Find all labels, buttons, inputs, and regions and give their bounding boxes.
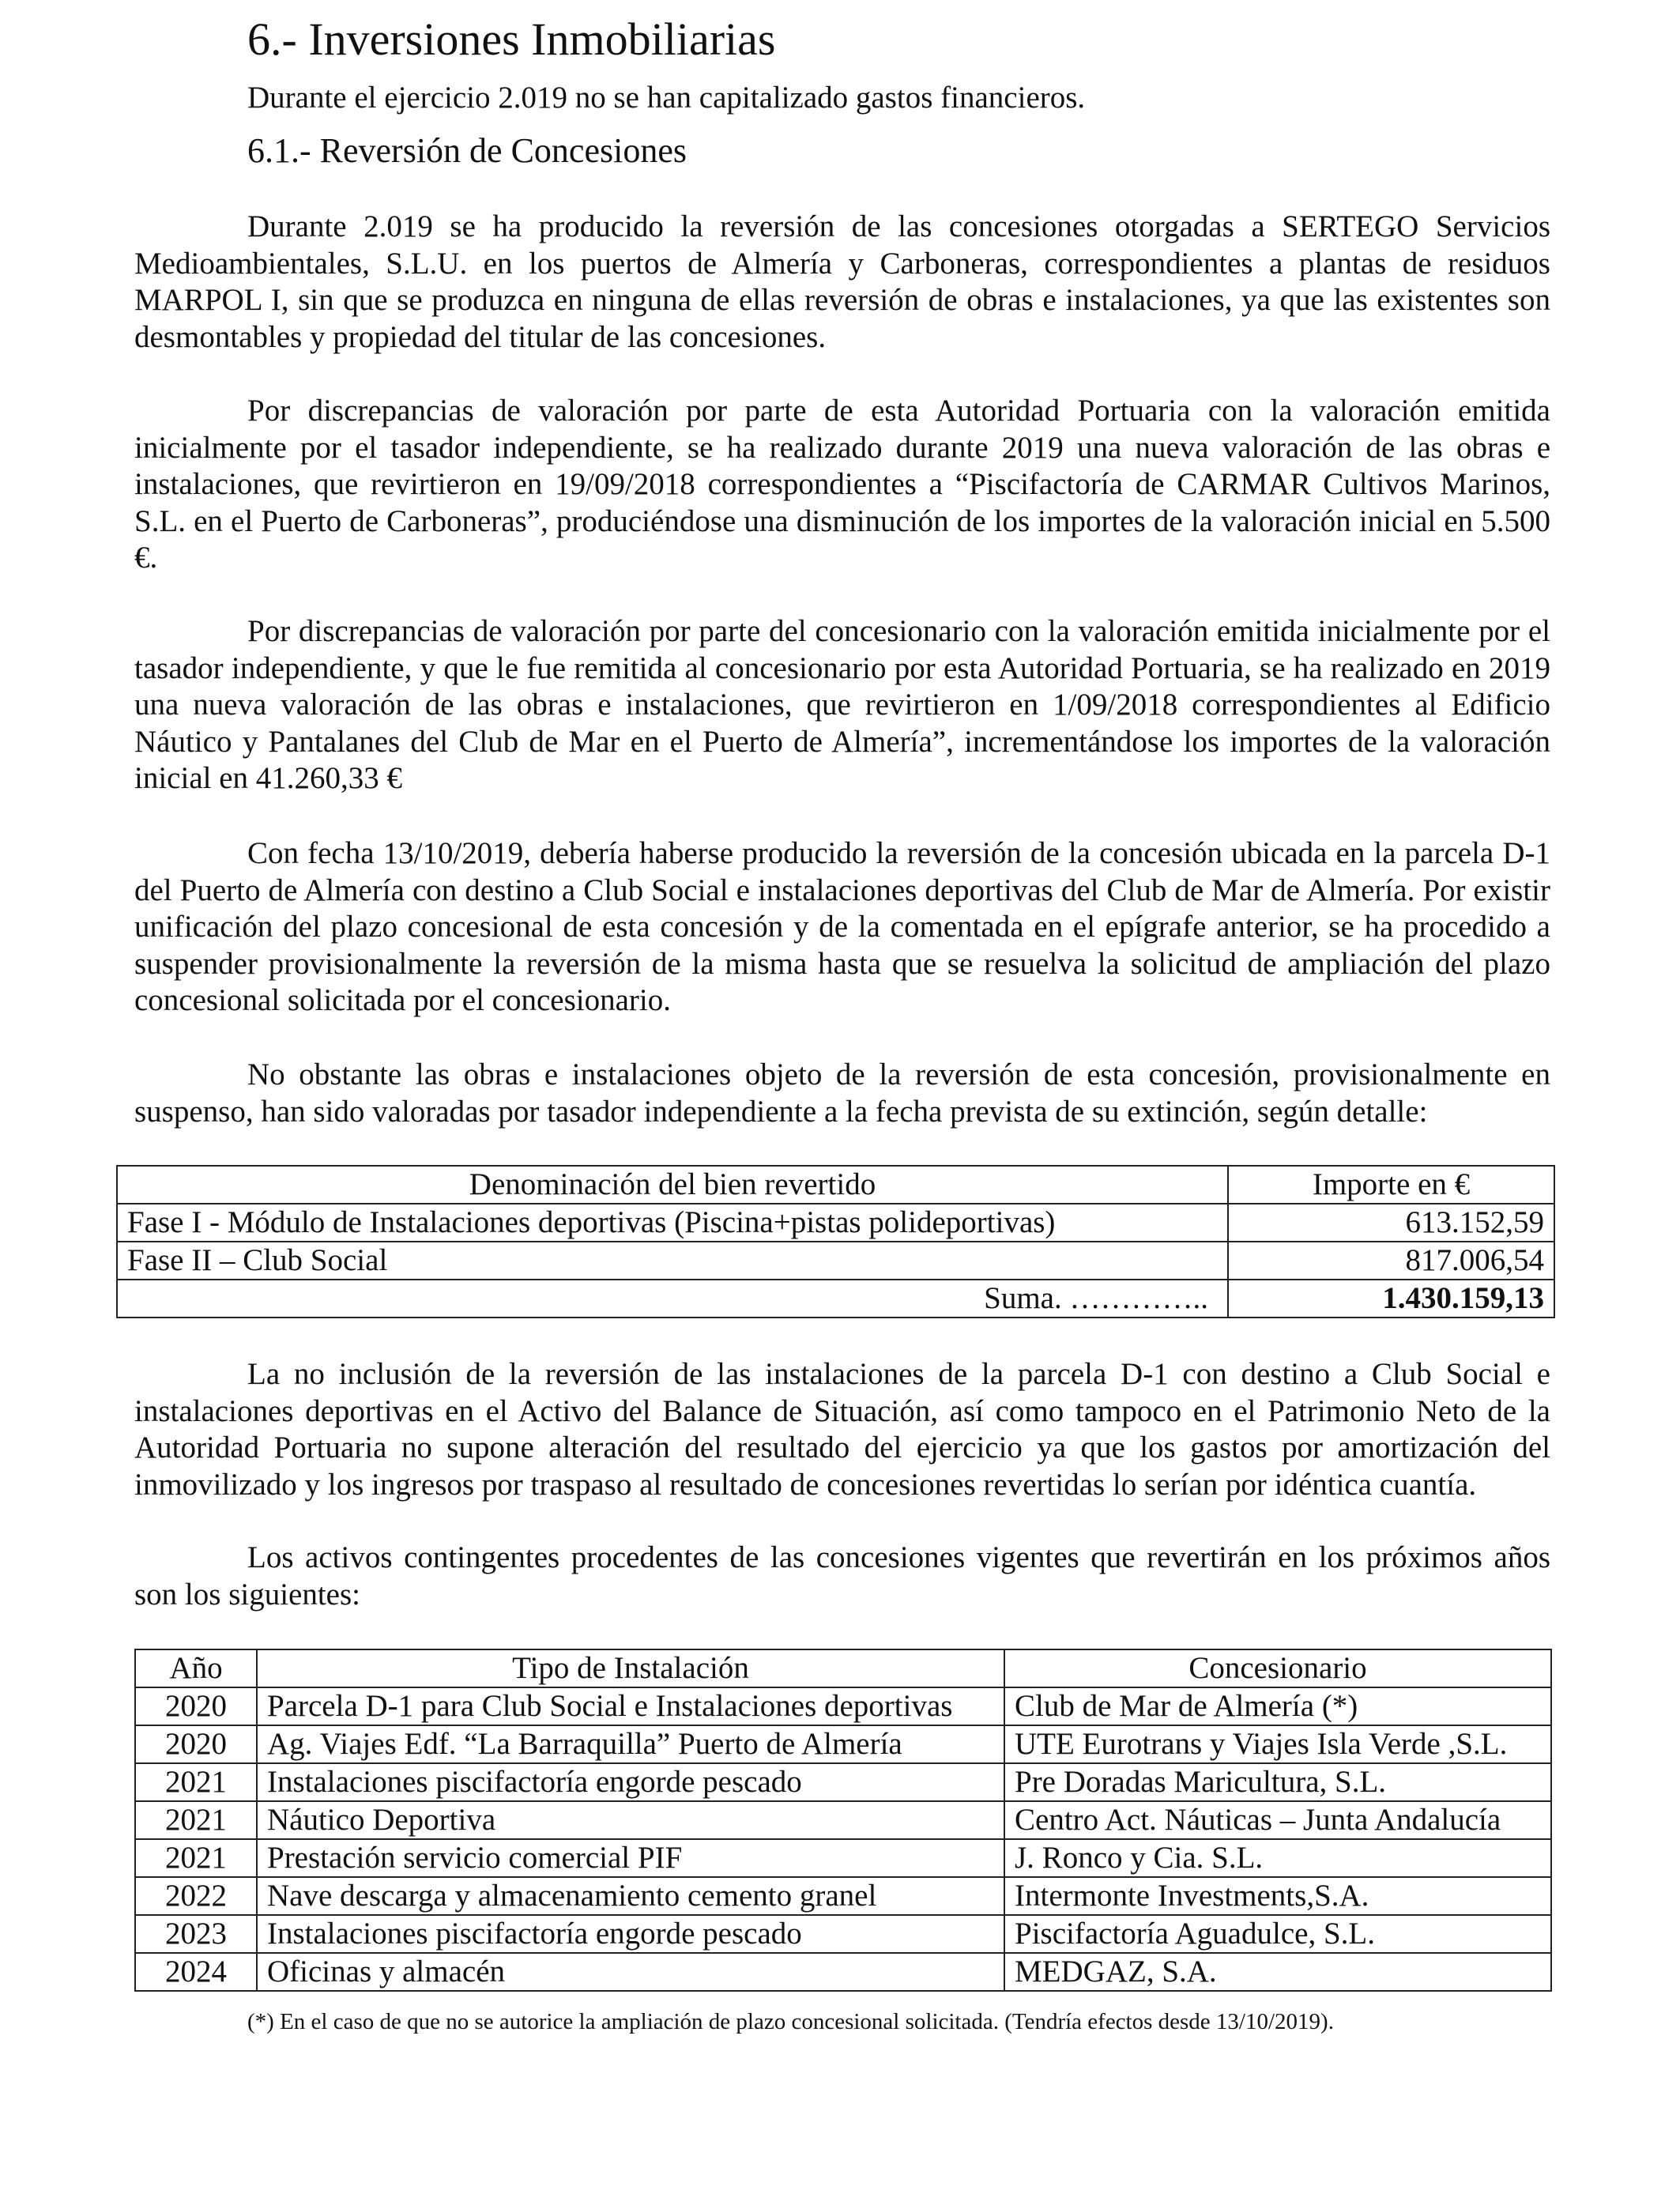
concessions-table	[134, 1649, 1552, 1992]
column-header: Tipo de Instalación	[257, 1649, 1004, 1687]
column-header: Concesionario	[1004, 1649, 1551, 1687]
sum-value: 1.430.159,13	[1228, 1280, 1554, 1318]
valuation-table	[116, 1165, 1555, 1318]
paragraph-sertego: Durante 2.019 se ha producido la reversión de las concesiones otorgadas a SERTEGO Servicios Medioambientales, S.L.U. en los puertos de Almería y Carboneras, correspondientes a plantas de residuos MARPOL I, sin que se produzca en ninguna de ellas reversión de obras e instalaciones, ya que las existentes son desmontables y propiedad del titular de las concesiones.	[134, 209, 1550, 354]
table-cell: Fase II – Club Social	[117, 1242, 1228, 1280]
table-cell: Náutico Deportiva	[257, 1801, 1004, 1839]
subsection-title: 6.1.- Reversión de Concesiones	[247, 131, 687, 170]
column-header: Año	[135, 1649, 257, 1687]
table-cell: Parcela D-1 para Club Social e Instalaciones deportivas	[257, 1687, 1004, 1725]
sum-label: Suma. …………..	[117, 1280, 1228, 1318]
table-cell: 2020	[135, 1687, 257, 1725]
table-cell: Oficinas y almacén	[257, 1953, 1004, 1991]
table-cell: Piscifactoría Aguadulce, S.L.	[1004, 1915, 1551, 1953]
table-cell: Ag. Viajes Edf. “La Barraquilla” Puerto de Almería	[257, 1725, 1004, 1763]
table-cell: 613.152,59	[1228, 1204, 1554, 1242]
paragraph-club-de-mar: Por discrepancias de valoración por parte del concesionario con la valoración emitida inicialmente por el tasador independiente, y que le fue remitida al concesionario por esta Autoridad Portuaria, se ha realizado en 2019 una nueva valoración de las obras e instalaciones, que revirtieron en 1/09/2018 correspondientes al Edificio Náutico y Pantalanes del Club de Mar en el Puerto de Almería”, incrementándose los importes de la valoración inicial en 41.260,33 €	[134, 614, 1550, 795]
column-header: Importe en €	[1228, 1166, 1554, 1204]
paragraph-parcela-d1: Con fecha 13/10/2019, debería haberse producido la reversión de la concesión ubicada en la parcela D-1 del Puerto de Almería con destino a Club Social e instalaciones deportivas del Club de Mar de Almería. Por existir unificación del plazo concesional de esta concesión y de la comentada en el epígrafe anterior, se ha procedido a suspender provisionalmente la reversión de la misma hasta que se resuelva la solicitud de ampliación del plazo concesional solicitada por el concesionario.	[134, 836, 1550, 1017]
table-header-row	[117, 1166, 1554, 1204]
paragraph-carmar: Por discrepancias de valoración por parte de esta Autoridad Portuaria con la valoración emitida inicialmente por el tasador independiente, se ha realizado durante 2019 una nueva valoración de las obras e instalaciones, que revirtieron en 19/09/2018 correspondientes a “Piscifactoría de CARMAR Cultivos Marinos, S.L. en el Puerto de Carboneras”, produciéndose una disminución de los importes de la valoración inicial en 5.500 €.	[134, 394, 1550, 575]
table-row	[135, 1953, 1551, 1991]
table-cell: Centro Act. Náuticas – Junta Andalucía	[1004, 1801, 1551, 1839]
table-cell: 2024	[135, 1953, 257, 1991]
table-row	[135, 1687, 1551, 1725]
table-cell: Pre Doradas Maricultura, S.L.	[1004, 1763, 1551, 1801]
table-row	[117, 1204, 1554, 1242]
table-row	[135, 1915, 1551, 1953]
table-cell: Nave descarga y almacenamiento cemento granel	[257, 1877, 1004, 1915]
table-cell: 2020	[135, 1725, 257, 1763]
table-cell: Instalaciones piscifactoría engorde pescado	[257, 1763, 1004, 1801]
table-cell: Fase I - Módulo de Instalaciones deportivas (Piscina+pistas polideportivas)	[117, 1204, 1228, 1242]
table-row	[135, 1763, 1551, 1801]
table-cell: UTE Eurotrans y Viajes Isla Verde ,S.L.	[1004, 1725, 1551, 1763]
table-row	[117, 1242, 1554, 1280]
table-cell: 2021	[135, 1801, 257, 1839]
table-cell: Prestación servicio comercial PIF	[257, 1839, 1004, 1877]
table-cell: MEDGAZ, S.A.	[1004, 1953, 1551, 1991]
column-header: Denominación del bien revertido	[117, 1166, 1228, 1204]
section-title: 6.- Inversiones Inmobiliarias	[247, 13, 776, 65]
table-cell: 2021	[135, 1839, 257, 1877]
table-row	[135, 1725, 1551, 1763]
table-row	[135, 1839, 1551, 1877]
footnote: (*) En el caso de que no se autorice la ampliación de plazo concesional solicitada. (Tendría efectos desde 13/10/2019).	[247, 2009, 1334, 2034]
table-row	[135, 1877, 1551, 1915]
paragraph-valoracion: No obstante las obras e instalaciones objeto de la reversión de esta concesión, provisionalmente en suspenso, han sido valoradas por tasador independiente a la fecha prevista de su extinción, según detalle:	[134, 1057, 1550, 1129]
paragraph-no-inclusion: La no inclusión de la reversión de las instalaciones de la parcela D-1 con destino a Club Social e instalaciones deportivas en el Activo del Balance de Situación, así como tampoco en el Patrimonio Neto de la Autoridad Portuaria no supone alteración del resultado del ejercicio ya que los gastos por amortización del inmovilizado y los ingresos por traspaso al resultado de concesiones revertidas lo serían por idéntica cuantía.	[134, 1357, 1550, 1502]
table-cell: 2021	[135, 1763, 257, 1801]
section-intro: Durante el ejercicio 2.019 no se han capitalizado gastos financieros.	[247, 81, 1086, 115]
table-cell: Club de Mar de Almería (*)	[1004, 1687, 1551, 1725]
table-cell: 2022	[135, 1877, 257, 1915]
table-cell: 2023	[135, 1915, 257, 1953]
table-cell: Instalaciones piscifactoría engorde pescado	[257, 1915, 1004, 1953]
table-cell: J. Ronco y Cia. S.L.	[1004, 1839, 1551, 1877]
sum-row	[117, 1280, 1554, 1318]
table-row	[135, 1801, 1551, 1839]
table-cell: 817.006,54	[1228, 1242, 1554, 1280]
table-cell: Intermonte Investments,S.A.	[1004, 1877, 1551, 1915]
paragraph-activos-contingentes: Los activos contingentes procedentes de las concesiones vigentes que revertirán en los próximos años son los siguientes:	[134, 1540, 1550, 1612]
table-header-row	[135, 1649, 1551, 1687]
